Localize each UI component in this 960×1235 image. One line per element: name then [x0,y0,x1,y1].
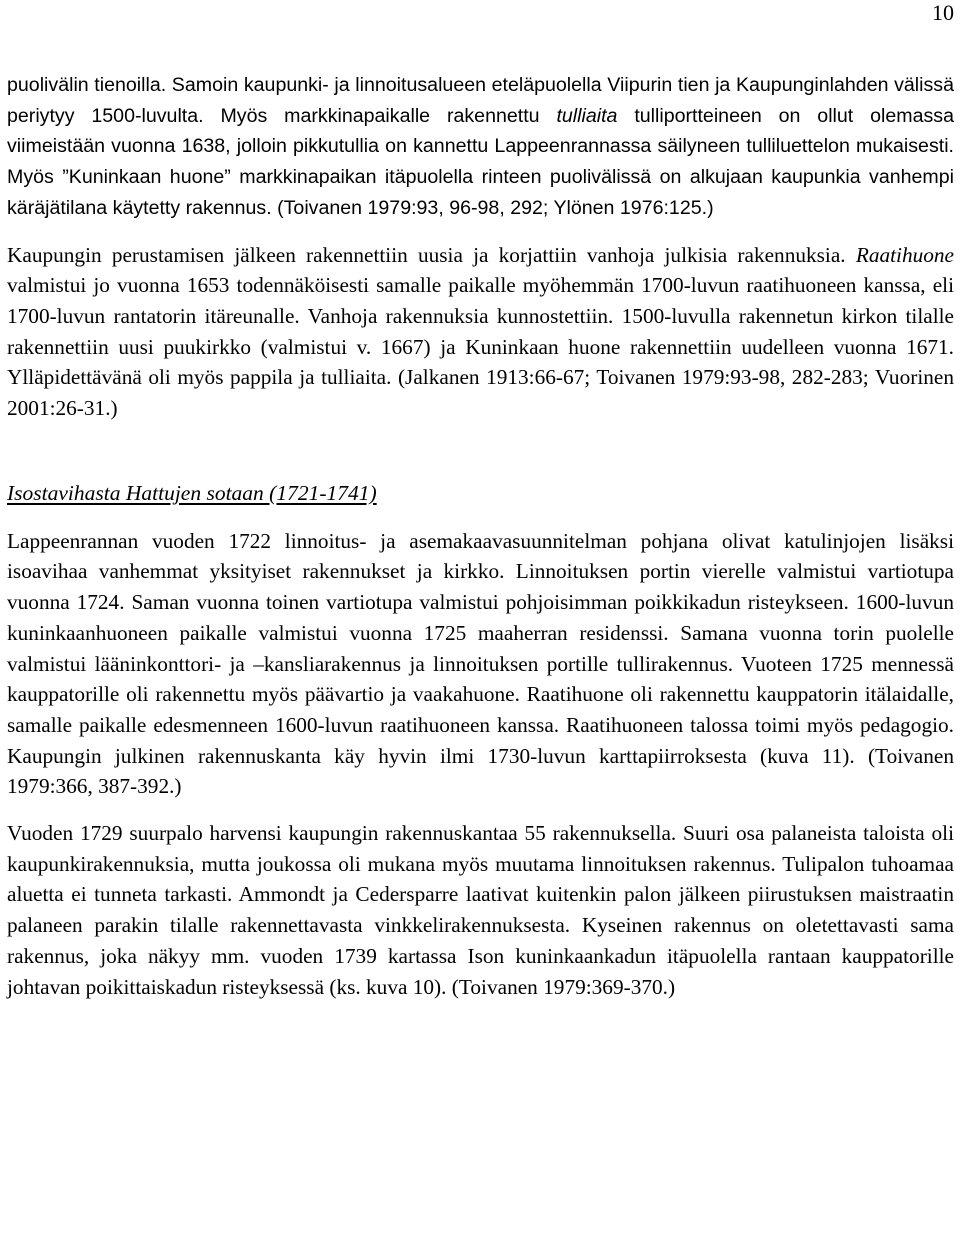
paragraph-markets-italic-term: tulliaita [556,104,618,127]
paragraph-public-buildings-italic-term: Raatihuone [855,242,954,267]
paragraph-fortification-plan: Lappeenrannan vuoden 1722 linnoitus- ja asemakaavasuunnitelman pohjana olivat katulinjojen lisäksi isoavihaa vanhemmat yksityiset rakennukset ja kirkko. Linnoituksen portin vierelle valmistui vartiotupa vuonna 1724. Saman vuonna toinen vartiotupa valmistui pohjoisimman poikkikadun risteykseen. 1600-luvun kuninkaanhuoneen paikalle valmistui vuonna 1725 maaherran residenssi. Samana vuonna torin puolelle valmistui lääninkonttori- ja –kansliarakennus ja linnoituksen portille tullirakennus. Vuoteen 1725 mennessä kauppatorille oli rakennettu myös päävartio ja vaakahuone. Raatihuone oli rakennettu kauppatorin itälaidalle, samalle paikalle edesmenneen 1600-luvun raatihuoneen kanssa. Raatihuoneen talossa toimi myös pedagogio. Kaupungin julkinen rakennuskanta käy hyvin ilmi 1730-luvun karttapiirroksesta (kuva 11). (Toivanen 1979:366, 387-392.) [7,528,954,799]
paragraph-markets [7,70,954,224]
paragraph-markets-text-2: tulliportteineen on ollut olemassa viimeistään vuonna 1638, jolloin pikkutullia on kannettu Lappeenrannassa säilyneen tulliluettelon mukaisesti. Myös ”Kuninkaan huone” markkinapaikan itäpuolella rinteen puolivälissä on alkujaan kaupunkia vanhempi käräjätilana käytetty rakennus. (Toivanen 1979:93, 96-98, 292; Ylönen 1976:125.) [7,104,954,219]
section-heading: Isostavihasta Hattujen sotaan (1721-1741) [7,480,377,505]
document-body [7,70,954,1002]
paragraph-public-buildings-text-1: Kaupungin perustamisen jälkeen rakennettiin uusia ja korjattiin vanhoja julkisia rakennuksia. [7,242,856,267]
paragraph-public-buildings-text-2: valmistui jo vuonna 1653 todennäköisesti samalle paikalle myöhemmän 1700-luvun raatihuoneen kanssa, eli 1700-luvun rantatorin itäreunalle. Vanhoja rakennuksia kunnostettiin. 1500-luvulla rakennetun kirkon tilalle rakennettiin uusi puukirkko (valmistui v. 1667) ja Kuninkaan huone rakennettiin uudelleen vuonna 1671. Ylläpidettävänä oli myös pappila ja tulliaita. (Jalkanen 1913:66-67; Toivanen 1979:93-98, 282-283; Vuorinen 2001:26-31.) [7,273,954,421]
paragraph-markets-text-1: puolivälin tienoilla. Samoin kaupunki- ja linnoitusalueen eteläpuolella Viipurin tien ja Kaupunginlahden välissä periytyy 1500-luvulta. Myös markkinapaikalle rakennettu [7,74,954,127]
page-number: 10 [932,0,954,25]
paragraph-great-fire: Vuoden 1729 suurpalo harvensi kaupungin rakennuskantaa 55 rakennuksella. Suuri osa palaneista taloista oli kaupunkirakennuksia, mutta joukossa oli mukana myös muutama linnoituksen rakennus. Tulipalon tuhoamaa aluetta ei tunneta tarkasti. Ammondt ja Cedersparre laativat kuitenkin palon jälkeen piirustuksen maistraatin palaneen parakin tilalle rakennettavasta vinkkelirakennuksesta. Kyseinen rakennus on oletettavasti sama rakennus, joka näkyy mm. vuoden 1739 kartassa Ison kuninkaankadun itäpuolella rantaan kauppatorille johtavan poikittaiskadun risteyksessä (ks. kuva 10). (Toivanen 1979:369-370.) [7,821,954,999]
paragraph-public-buildings [7,240,954,424]
